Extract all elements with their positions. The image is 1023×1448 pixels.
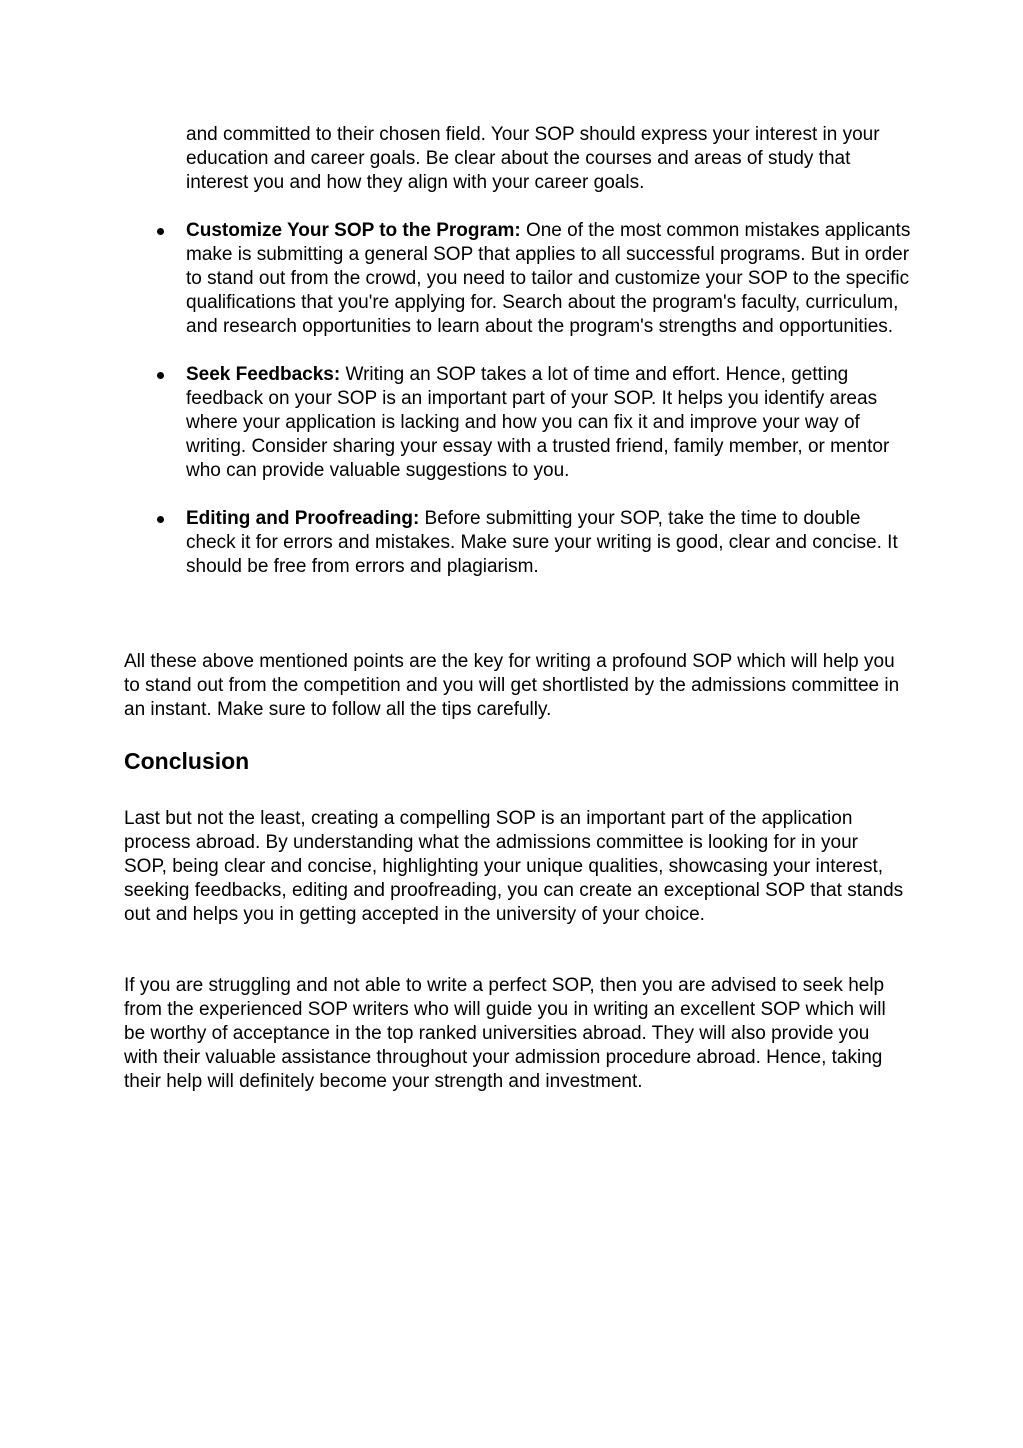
bullet-text: Before submitting your SOP, take the time to double check it for errors and mistakes. Make sure your writing is good, clear and concise. It should be free from errors and plagiarism. bbox=[186, 508, 898, 577]
list-item bbox=[124, 507, 914, 579]
bullet-heading: Seek Feedbacks: bbox=[186, 364, 341, 385]
bullet-text: One of the most common mistakes applicants make is submitting a general SOP that applies to all successful programs. But in order to stand out from the crowd, you need to tailor and customize your SOP to the specific qualifications that you're applying for. Search about the program's faculty, curriculum, and research opportunities to learn about the program's strengths and opportunities. bbox=[186, 220, 911, 337]
bullet-icon bbox=[157, 228, 164, 235]
closing-paragraph: If you are struggling and not able to write a perfect SOP, then you are advised to seek help from the experienced SOP writers who will guide you in writing an excellent SOP which will be worthy of acceptance in the top ranked universities abroad. They will also provide you with their valuable assistance throughout your admission procedure abroad. Hence, taking their help will definitely become your strength and investment. bbox=[124, 975, 886, 1092]
list-item bbox=[124, 219, 914, 339]
list-item bbox=[124, 363, 914, 483]
conclusion-heading: Conclusion bbox=[124, 748, 250, 774]
bullet-heading: Customize Your SOP to the Program: bbox=[186, 220, 521, 241]
bullet-icon bbox=[157, 372, 164, 379]
continuation-paragraph: and committed to their chosen field. Your SOP should express your interest in your education and career goals. Be clear about the courses and areas of study that interest you and how they align with your career goals. bbox=[186, 124, 880, 193]
summary-paragraph: All these above mentioned points are the key for writing a profound SOP which will help you to stand out from the competition and you will get shortlisted by the admissions committee in an instant. Make sure to follow all the tips carefully. bbox=[124, 651, 900, 720]
bullet-icon bbox=[157, 516, 164, 523]
conclusion-paragraph: Last but not the least, creating a compelling SOP is an important part of the application process abroad. By understanding what the admissions committee is looking for in your SOP, being clear and concise, highlighting your unique qualities, showcasing your interest, seeking feedbacks, editing and proofreading, you can create an exceptional SOP that stands out and helps you in getting accepted in the university of your choice. bbox=[124, 808, 904, 925]
bullet-heading: Editing and Proofreading: bbox=[186, 508, 420, 529]
bullet-text: Writing an SOP takes a lot of time and effort. Hence, getting feedback on your SOP is an important part of your SOP. It helps you identify areas where your application is lacking and how you can fix it and improve your way of writing. Consider sharing your essay with a trusted friend, family member, or mentor who can provide valuable suggestions to you. bbox=[186, 364, 890, 481]
tips-list bbox=[124, 219, 914, 603]
